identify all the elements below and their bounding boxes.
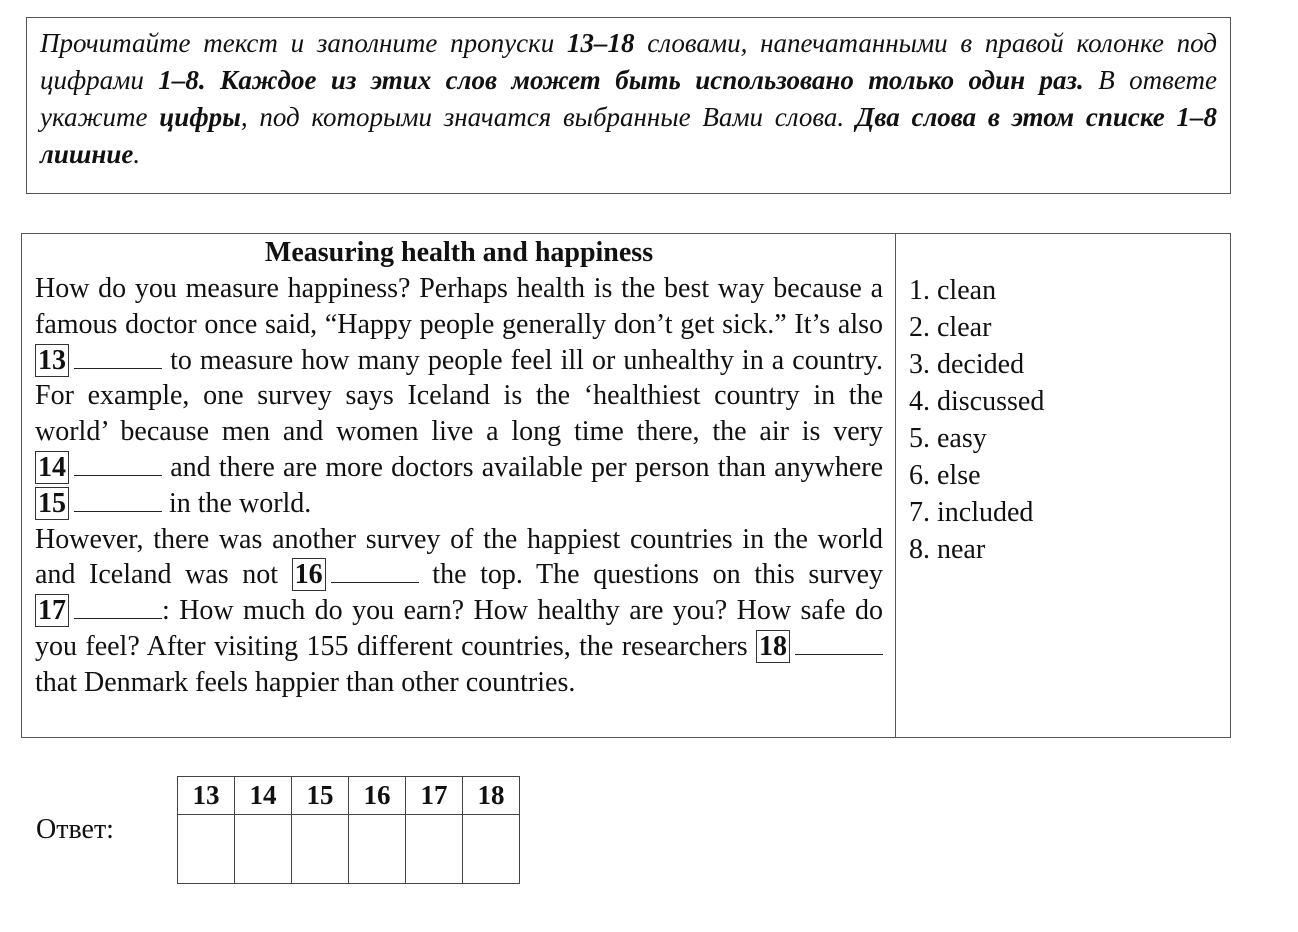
word-option: 1. clean [909,275,997,306]
answer-header: 16 [349,777,406,815]
instructions-period: . [133,139,141,169]
gap-number: 18 [756,630,790,663]
answer-cell-15[interactable] [292,815,349,884]
task-table [21,233,1231,738]
word-option: 6. else [909,460,981,491]
answer-label: Ответ: [36,814,114,845]
instructions-text-4: , под которыми значатся выбранные Вами слова. [240,102,856,132]
instructions-text-1: Прочитайте текст и заполните пропуски [40,28,567,58]
instructions-range: 13–18 [567,28,635,58]
answer-cell-13[interactable] [178,815,235,884]
gap-blank[interactable] [74,475,162,476]
passage-segment: and there are more doctors available per person than anywhere [162,451,883,483]
instructions-extra-words: Два слова в этом списке 1–8 лишние [40,102,1217,169]
gap-number: 15 [35,487,69,520]
instructions-digits: цифры [159,102,241,132]
answer-header: 13 [178,777,235,815]
word-option: 7. included [909,497,1034,528]
word-option: 5. easy [909,423,987,454]
word-option: 2. clear [909,312,992,343]
gap-number: 13 [35,344,69,377]
passage-segment: that Denmark feels happier than other countries. [35,666,576,698]
gap-13[interactable] [35,343,162,379]
answer-table [177,776,520,884]
instructions-text-3: В ответе укажите [40,65,1217,132]
answer-header: 18 [463,777,520,815]
answer-cell-16[interactable] [349,815,406,884]
gap-blank[interactable] [74,511,162,512]
gap-blank[interactable] [74,368,162,369]
passage-segment: in the world. [162,487,312,519]
gap-blank[interactable] [331,582,419,583]
answer-header: 14 [235,777,292,815]
passage-segment: However, there was another survey of the happiest countries in the world and Iceland was not [35,523,883,591]
passage-cell [22,234,896,737]
passage-segment: the top. The questions on this survey [418,559,883,591]
gap-blank[interactable] [74,618,162,619]
gap-15[interactable] [35,486,162,522]
answer-header: 15 [292,777,349,815]
word-option: 3. decided [909,349,1025,380]
answer-cell-17[interactable] [406,815,463,884]
gap-number: 17 [35,594,69,627]
passage-segment: : How much do you earn? How healthy are you? How safe do you feel? After visiting 155 different countries, the researchers [35,595,883,662]
word-option: 8. near [909,534,986,565]
passage-title: Measuring health and happiness [264,237,654,268]
answer-cell-18[interactable] [463,815,520,884]
answer-cell-14[interactable] [235,815,292,884]
answer-input-row [178,815,520,884]
instructions-rule: 1–8. Каждое из этих слов может быть использовано только один раз. [158,65,1084,95]
gap-18[interactable] [756,629,883,665]
passage-segment: to measure how many people feel ill or unhealthy in a country. For example, one survey says Iceland is the ‘healthiest country in the world’ because men and women live a long time there, the air is very [35,344,883,448]
gap-number: 14 [35,451,69,484]
gap-16[interactable] [292,557,419,593]
gap-blank[interactable] [795,654,883,655]
instructions-box [26,17,1231,194]
passage-segment: How do you measure happiness? Perhaps health is the best way because a famous doctor once said, “Happy people generally don’t get sick.” It’s also [35,273,883,340]
passage-text [35,271,883,701]
word-option: 4. discussed [909,386,1045,417]
answer-header: 17 [406,777,463,815]
gap-14[interactable] [35,450,162,486]
instructions-text-2: словами, напечатанными в правой колонке под цифрами [40,28,1217,95]
gap-17[interactable] [35,593,162,629]
word-options-list [909,272,1044,568]
gap-number: 16 [292,558,326,591]
answer-header-row [178,777,520,815]
